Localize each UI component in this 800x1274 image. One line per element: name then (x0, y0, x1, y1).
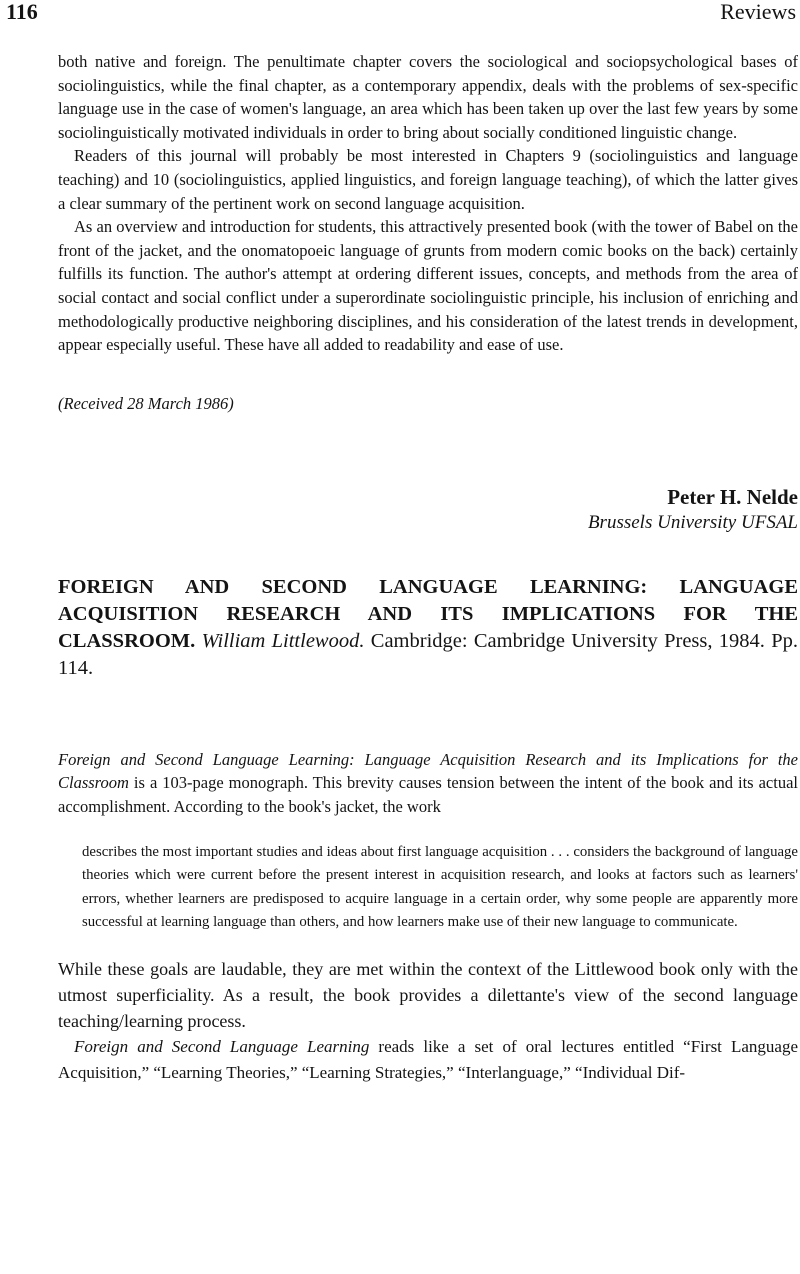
book-author: William Littlewood. (201, 629, 365, 652)
publication-info: Cambridge: Cambridge University Press, 1984. Pp. 114. (58, 629, 798, 679)
page-number: 116 (6, 0, 38, 24)
page-header (0, 0, 800, 26)
review-lead-paragraph (58, 748, 798, 819)
page-body (58, 50, 798, 1086)
lead-text: is a 103-page monograph. This brevity causes tension between the intent of the book and its actual accomplishment. According to the book's jacket, the work (58, 773, 798, 816)
running-head: Reviews (720, 0, 796, 24)
reviewer-signature (58, 484, 798, 536)
review-paragraph-3 (58, 1034, 798, 1086)
review-heading (58, 574, 798, 682)
paragraph-book-title: Foreign and Second Language Learning (74, 1036, 370, 1056)
reviewer-name: Peter H. Nelde (667, 484, 798, 509)
book-title: FOREIGN AND SECOND LANGUAGE LEARNING: LANGUAGE ACQUISITION RESEARCH AND ITS IMPLICATIONS FOR THE CLASSROOM. (58, 575, 798, 652)
reviewer-affiliation: Brussels University UFSAL (587, 511, 798, 533)
prev-review-paragraph-3: As an overview and introduction for students, this attractively presented book (with the tower of Babel on the front of the jacket, and the onomatopoeic language of grunts from modern comic books on the back) certainly fulfills its function. The author's attempt at ordering different issues, concepts, and methods from the area of social contact and social conflict under a superordinate sociolinguistic principle, his inclusion of enriching and methodologically productive neighboring disciplines, and his consideration of the latest trends in development, appear especially useful. These have all added to readability and ease of use. (58, 217, 798, 355)
paragraph-text: reads like a set of oral lectures entitled “First Language Acquisition,” “Learning Theories,” “Learning Strategies,” “Interlanguage,” “Individual Dif- (58, 1036, 798, 1082)
prev-review-paragraph-2: Readers of this journal will probably be most interested in Chapters 9 (sociolinguistics and language teaching) and 10 (sociolinguistics, applied linguistics, and foreign language teaching), of which the latter gives a clear summary of the pertinent work on second language acquisition. (58, 146, 798, 213)
review-paragraph-2: While these goals are laudable, they are met within the context of the Littlewood book only with the utmost superficiality. As a result, the book provides a dilettante's view of the second language teaching/learning process. (58, 958, 798, 1031)
received-date: (Received 28 March 1986) (58, 393, 234, 413)
jacket-quote: describes the most important studies and ideas about first language acquisition . . . considers the background of language theories which were current before the present interest in acquisition research, and looks at factors such as learners' errors, whether learners are predisposed to acquire language in a certain order, why some people are apparently more successful at learning language than others, and how learners make use of their new language to communicate. (82, 843, 798, 931)
prev-review-paragraph-1: both native and foreign. The penultimate chapter covers the sociological and sociopsychological bases of sociolinguistics, while the final chapter, as a contemporary appendix, deals with the problems of sex-specific language use in the case of women's language, an area which has been taken up over the last few years by some sociolinguistically motivated individuals in order to bring about socially conditioned linguistic change. (58, 52, 798, 142)
lead-book-title: Foreign and Second Language Learning: Language Acquisition Research and its Implications for the Classroom (58, 749, 798, 793)
